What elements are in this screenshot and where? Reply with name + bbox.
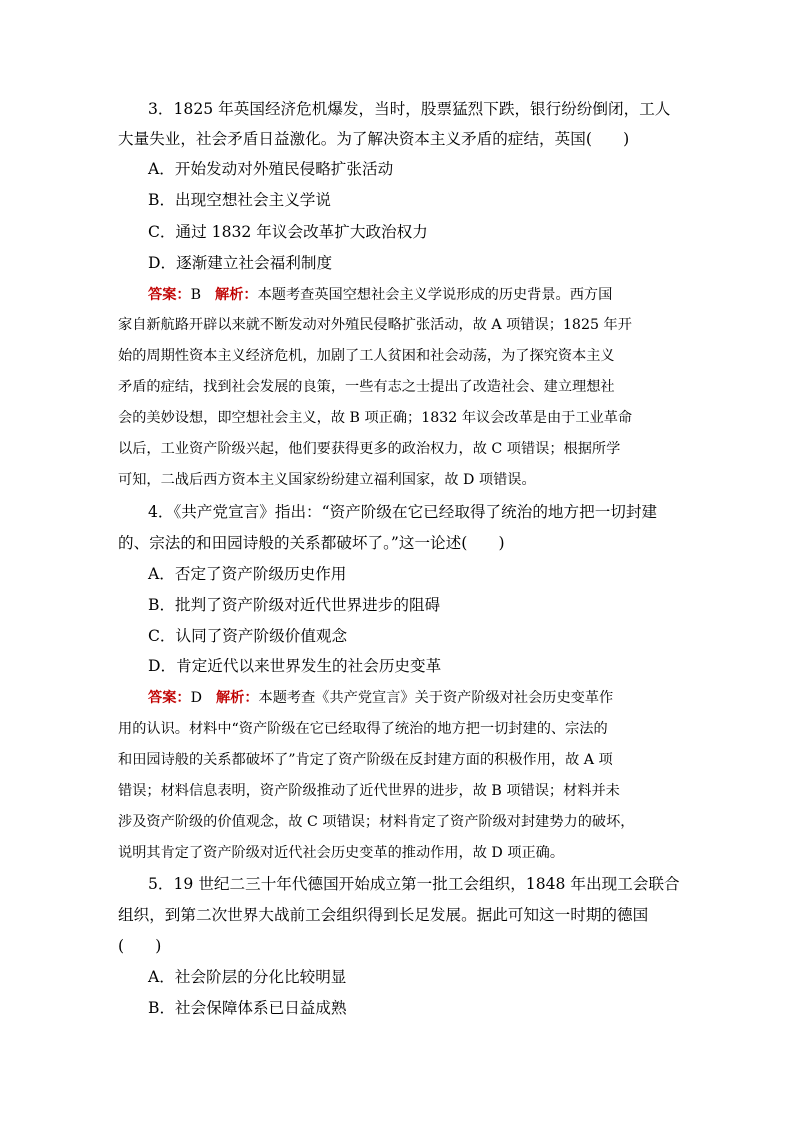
- answer-value: B: [190, 287, 202, 303]
- question-5-option-b: B．社会保障体系已日益成熟: [148, 999, 347, 1017]
- analysis-label: 解析：: [215, 690, 259, 706]
- question-4-option-c: C．认同了资产阶级价值观念: [148, 627, 348, 645]
- question-4-analysis-line-6: 说明其肯定了资产阶级对近代社会历史变革的推动作用，故 D 项正确。: [118, 845, 565, 861]
- analysis-text-line-1: 本题考查英国空想社会主义学说形成的历史背景。西方国: [257, 287, 613, 303]
- question-5-stem-line-1: 5．19 世纪二三十年代德国开始成立第一批工会组织，1848 年出现工会联合: [148, 875, 680, 893]
- question-4-option-b: B．批判了资产阶级对近代世界进步的阻碍: [148, 596, 441, 614]
- question-4-answer-line: [148, 688, 613, 708]
- question-3-analysis-line-4: 矛盾的症结，找到社会发展的良策，一些有志之士提出了改造社会、建立理想社: [118, 379, 615, 395]
- question-3-stem-line-1: 3．1825 年英国经济危机爆发，当时，股票猛烈下跌，银行纷纷倒闭，工人: [148, 100, 671, 118]
- question-3-analysis-line-5: 会的美妙设想，即空想社会主义，故 B 项正确；1832 年议会改革是由于工业革命: [118, 410, 633, 426]
- question-3-answer-line: [148, 285, 612, 305]
- answer-label: 答案：: [148, 287, 191, 303]
- question-3-stem-line-2: 大量失业，社会矛盾日益激化。为了解决资本主义矛盾的症结，英国( ): [118, 130, 630, 148]
- question-4-analysis-line-2: 用的认识。材料中“资产阶级在它已经取得了统治的地方把一切封建的、宗法的: [118, 721, 608, 737]
- question-3-option-a: A．开始发动对外殖民侵略扩张活动: [148, 160, 394, 178]
- question-3-analysis-line-6: 以后，工业资产阶级兴起，他们要获得更多的政治权力，故 C 项错误；根据所学: [118, 441, 621, 457]
- question-3-option-c: C．通过 1832 年议会改革扩大政治权力: [148, 223, 428, 241]
- question-3-option-d: D．逐渐建立社会福利制度: [148, 254, 333, 272]
- analysis-label: 解析：: [215, 287, 258, 303]
- analysis-text-line-1: 本题考查《共产党宣言》关于资产阶级对社会历史变革作: [258, 690, 614, 706]
- question-4-analysis-line-5: 涉及资产阶级的价值观念，故 C 项错误；材料肯定了资产阶级对封建势力的破坏，: [118, 814, 635, 830]
- question-4-stem-line-1: 4．《共产党宣言》指出：“资产阶级在它已经取得了统治的地方把一切封建: [148, 503, 658, 521]
- question-4-stem-line-2: 的、宗法的和田园诗般的关系都破坏了。”这一论述( ): [118, 534, 505, 552]
- question-4-option-d: D．肯定近代以来世界发生的社会历史变革: [148, 657, 442, 675]
- question-5-stem-line-2: 组织，到第二次世界大战前工会组织得到长足发展。据此可知这一时期的德国: [118, 906, 649, 924]
- question-4-option-a: A．否定了资产阶级历史作用: [148, 565, 347, 583]
- question-5-stem-line-3: ( ): [118, 937, 162, 955]
- answer-label: 答案：: [148, 690, 191, 706]
- question-4-analysis-line-4: 错误；材料信息表明，资产阶级推动了近代世界的进步，故 B 项错误；材料并未: [118, 783, 620, 799]
- answer-value: D: [190, 690, 202, 706]
- question-4-analysis-line-3: 和田园诗般的关系都破坏了”肯定了资产阶级在反封建方面的积极作用，故 A 项: [118, 752, 613, 768]
- question-3-analysis-line-7: 可知，二战后西方资本主义国家纷纷建立福利国家，故 D 项错误。: [118, 472, 536, 488]
- question-5-option-a: A．社会阶层的分化比较明显: [148, 968, 347, 986]
- question-3-option-b: B．出现空想社会主义学说: [148, 191, 331, 209]
- question-3-analysis-line-2: 家自新航路开辟以来就不断发动对外殖民侵略扩张活动，故 A 项错误；1825 年开: [118, 317, 632, 333]
- question-3-analysis-line-3: 始的周期性资本主义经济危机，加剧了工人贫困和社会动荡，为了探究资本主义: [118, 348, 615, 364]
